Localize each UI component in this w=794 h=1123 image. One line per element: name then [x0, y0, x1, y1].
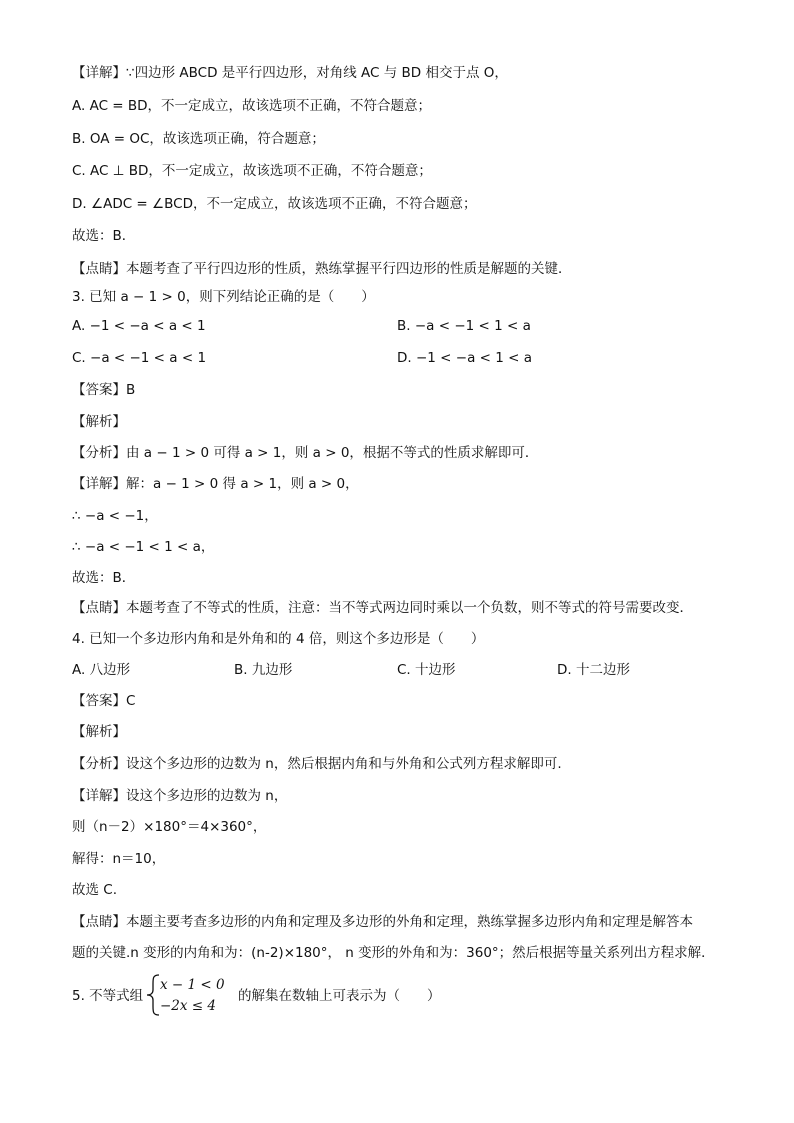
- step-1-q3: ∴ −a < −1，: [72, 508, 158, 524]
- question-4: 4. 已知一个多边形内角和是外角和的 4 倍，则这个多边形是（ ）: [72, 631, 485, 647]
- option-b-q4: B. 九边形: [234, 662, 293, 678]
- remark-q3: 【点睛】本题考查了不等式的性质，注意：当不等式两边同时乘以一个负数，则不等式的符号需要改变．: [72, 600, 693, 616]
- choice-q4: 故选 C.: [72, 882, 118, 898]
- answer-q4: 【答案】C: [72, 693, 136, 709]
- choice-q2: 故选：B．: [72, 228, 136, 244]
- analysis-q4: 【分析】设这个多边形的边数为 n，然后根据内角和与外角和公式列方程求解即可.: [72, 756, 562, 772]
- option-d-q4: D. 十二边形: [557, 662, 630, 678]
- detail-line-q4: 【详解】设这个多边形的边数为 n，: [72, 788, 288, 804]
- remark-q2: 【点睛】本题考查了平行四边形的性质，熟练掌握平行四边形的性质是解题的关键．: [72, 261, 572, 277]
- option-d-q2: D. ∠ADC = ∠BCD，不一定成立，故该选项不正确，不符合题意；: [72, 196, 477, 212]
- inequality-row-2: −2x ≤ 4: [160, 998, 216, 1014]
- option-a-q3: A. −1 < −a < a < 1: [72, 318, 206, 334]
- analysis-heading-q4: 【解析】: [72, 724, 126, 740]
- analysis-q3: 【分析】由 a − 1 > 0 可得 a > 1，则 a > 0，根据不等式的性质求解即可．: [72, 445, 539, 461]
- option-a-q2: A. AC = BD，不一定成立，故该选项不正确，不符合题意；: [72, 98, 432, 114]
- remark-q4-line2: 题的关键.n 变形的内角和为：(n-2)×180°， n 变形的外角和为：360°；然后根据等量关系列出方程求解．: [72, 945, 715, 961]
- equation-q4: 则（n－2）×180°＝4×360°，: [72, 819, 267, 835]
- solution-q4: 解得：n＝10，: [72, 851, 166, 867]
- option-c-q3: C. −a < −1 < a < 1: [72, 350, 207, 366]
- option-c-q4: C. 十边形: [397, 662, 456, 678]
- option-c-q2: C. AC ⊥ BD，不一定成立，故该选项不正确，不符合题意；: [72, 163, 432, 179]
- option-a-q4: A. 八边形: [72, 662, 131, 678]
- remark-q4-line1: 【点睛】本题主要考查多边形的内角和定理及多边形的外角和定理，熟练掌握多边形内角和定理是解答本: [72, 914, 693, 930]
- option-b-q3: B. −a < −1 < 1 < a: [397, 318, 531, 334]
- analysis-heading-q3: 【解析】: [72, 414, 126, 430]
- answer-q3: 【答案】B: [72, 382, 136, 398]
- question-3: 3. 已知 a − 1 > 0，则下列结论正确的是（ ）: [72, 289, 375, 305]
- inequality-row-1: x − 1 < 0: [160, 977, 225, 993]
- question-5-prefix: 5. 不等式组: [72, 988, 144, 1004]
- detail-line-q2: 【详解】∵四边形 ABCD 是平行四边形，对角线 AC 与 BD 相交于点 O，: [72, 65, 508, 81]
- option-b-q2: B. OA = OC，故该选项正确，符合题意；: [72, 131, 325, 147]
- question-5-suffix: 的解集在数轴上可表示为（ ）: [238, 988, 441, 1004]
- step-2-q3: ∴ −a < −1 < 1 < a，: [72, 539, 215, 555]
- choice-q3: 故选：B．: [72, 570, 136, 586]
- option-d-q3: D. −1 < −a < 1 < a: [397, 350, 533, 366]
- detail-line-q3: 【详解】解：a − 1 > 0 得 a > 1，则 a > 0，: [72, 476, 359, 492]
